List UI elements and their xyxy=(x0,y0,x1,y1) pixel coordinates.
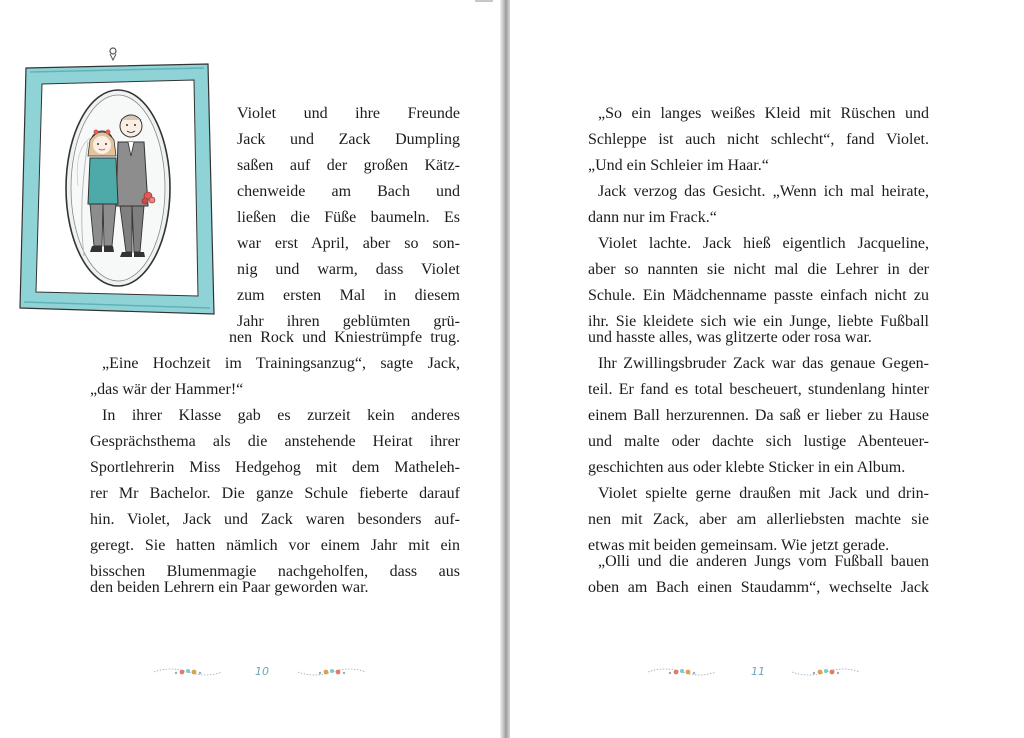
right-line-20: oben am Bach einen Staudamm“, wechselte Jack xyxy=(588,579,929,596)
right-page-ornament-right xyxy=(790,664,862,680)
right-line-1: „So ein langes weißes Kleid mit Rüschen und xyxy=(598,105,929,122)
left-line-14: Gesprächsthema als die anstehende Heirat ihrer xyxy=(90,433,460,450)
left-line-15: Sportlehrerin Miss Hedgehog mit dem Matheleh- xyxy=(90,459,460,476)
left-page-ornament-left xyxy=(152,664,224,680)
crop-mark-left xyxy=(475,0,493,2)
left-line-8: zum ersten Mal in diesem xyxy=(237,287,460,304)
left-line-11: „Eine Hochzeit im Trainingsanzug“, sagte Jack, xyxy=(102,355,460,372)
left-line-3: saßen auf der großen Kätz- xyxy=(237,157,460,174)
right-line-19: „Olli und die anderen Jungs vom Fußball bauen xyxy=(598,553,929,570)
left-line-18: geregt. Sie hatten nämlich vor einem Jahr mit ein xyxy=(90,537,460,554)
right-line-4: Jack verzog das Gesicht. „Wenn ich mal heirate, xyxy=(598,183,929,200)
right-line-10: und hasste alles, was glitzerte oder rosa war. xyxy=(588,329,872,346)
right-line-13: einem Ball herzurennen. Da saß er lieber zu Hause xyxy=(588,407,929,424)
left-page xyxy=(0,0,502,738)
left-line-17: hin. Violet, Jack und Zack waren besonders auf- xyxy=(90,511,460,528)
right-line-9: ihr. Sie kleidete sich wie ein Junge, liebte Fußball xyxy=(588,313,929,330)
left-line-16: rer Mr Bachelor. Die ganze Schule fieberte darauf xyxy=(90,485,460,502)
page-number-11: 11 xyxy=(751,665,765,678)
left-line-7: nig und warm, dass Violet xyxy=(237,261,460,278)
page-number-10: 10 xyxy=(255,665,269,678)
left-line-10: nen Rock und Kniestrümpfe trug. xyxy=(229,329,460,346)
right-line-2: Schleppe ist auch nicht schlecht“, fand Violet. xyxy=(588,131,929,148)
left-line-20: den beiden Lehrern ein Paar geworden war. xyxy=(90,579,369,596)
right-line-17: nen mit Zack, aber am allerliebsten machte sie xyxy=(588,511,929,528)
left-line-19: bisschen Blumenmagie nachgeholfen, dass aus xyxy=(90,563,460,580)
left-line-1: Violet und ihre Freunde xyxy=(237,105,460,122)
right-line-18: etwas mit beiden gemeinsam. Wie jetzt gerade. xyxy=(588,537,890,554)
right-page xyxy=(510,0,1024,738)
left-line-6: war erst April, aber so son- xyxy=(237,235,460,252)
left-line-2: Jack und Zack Dumpling xyxy=(237,131,460,148)
left-line-12: „das wär der Hammer!“ xyxy=(90,381,244,398)
right-line-8: Schule. Ein Mädchenname passte einfach nicht zu xyxy=(588,287,929,304)
right-line-3: „Und ein Schleier im Haar.“ xyxy=(588,157,769,174)
right-page-ornament-left xyxy=(646,664,718,680)
left-line-5: ließen die Füße baumeln. Es xyxy=(237,209,460,226)
left-line-13: In ihrer Klasse gab es zurzeit kein anderes xyxy=(102,407,460,424)
right-line-6: Violet lachte. Jack hieß eigentlich Jacqueline, xyxy=(598,235,929,252)
left-line-9: Jahr ihren geblümten grü- xyxy=(237,313,460,330)
right-line-12: teil. Er fand es total bescheuert, stundenlang hinter xyxy=(588,381,929,398)
right-line-16: Violet spielte gerne draußen mit Jack und drin- xyxy=(598,485,929,502)
right-line-11: Ihr Zwillingsbruder Zack war das genaue Gegen- xyxy=(598,355,929,372)
right-line-15: geschichten aus oder klebte Sticker in ein Album. xyxy=(588,459,906,476)
right-line-14: und malte oder dachte sich lustige Abenteuer- xyxy=(588,433,929,450)
right-line-5: dann nur im Frack.“ xyxy=(588,209,717,226)
right-line-7: aber so nannten sie nicht mal die Lehrer in der xyxy=(588,261,929,278)
left-page-ornament-right xyxy=(296,664,368,680)
framed-wedding-picture xyxy=(18,46,220,320)
left-line-4: chenweide am Bach und xyxy=(237,183,460,200)
